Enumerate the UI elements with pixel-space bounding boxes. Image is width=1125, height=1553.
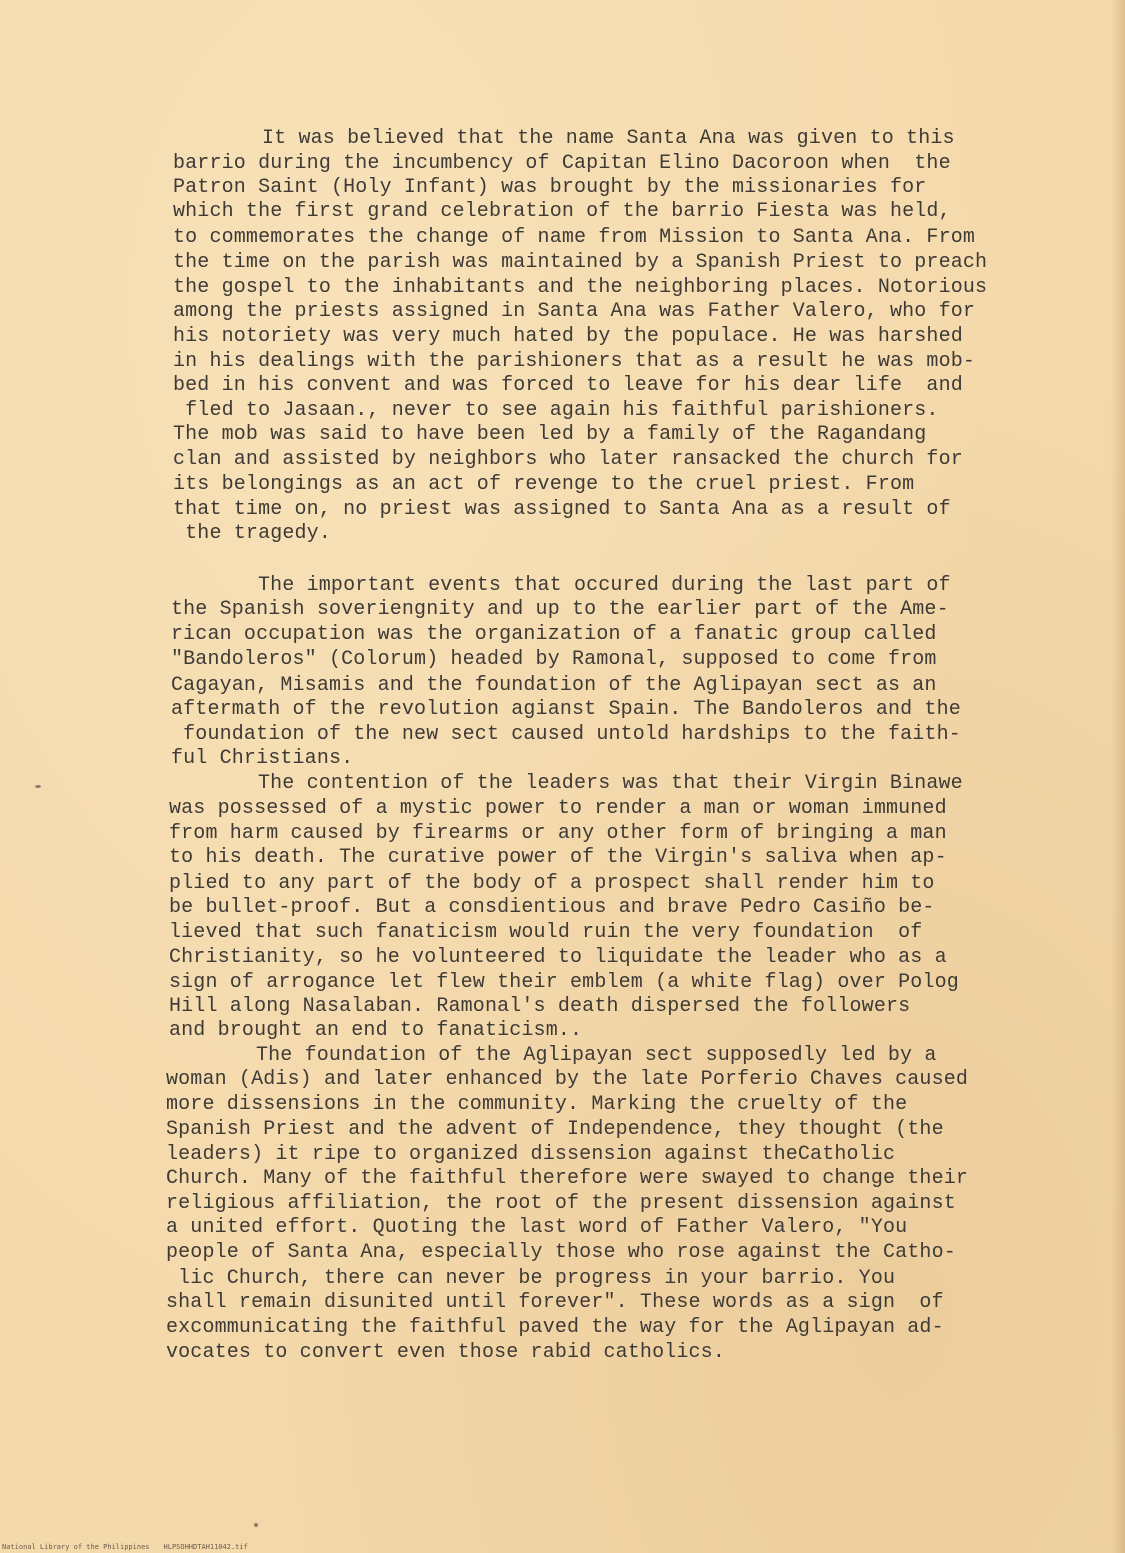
text-line: rican occupation was the organization of a fanatic group called: [171, 623, 937, 646]
text-line: Spanish Priest and the advent of Independence, they thought (the: [166, 1118, 944, 1141]
text-line: that time on, no priest was assigned to Santa Ana as a result of: [173, 498, 951, 521]
text-line: was possessed of a mystic power to render a man or woman immuned: [169, 797, 947, 820]
footer-institution: National Library of the Philippines: [2, 1543, 150, 1551]
text-line: which the first grand celebration of the barrio Fiesta was held,: [173, 200, 951, 223]
text-line: "Bandoleros" (Colorum) headed by Ramonal, supposed to come from: [171, 648, 937, 671]
text-line: to his death. The curative power of the Virgin's saliva when ap-: [169, 846, 947, 869]
text-line: Christianity, so he volunteered to liquidate the leader who as a: [169, 946, 947, 969]
text-line: bed in his convent and was forced to leave for his dear life and: [173, 374, 963, 397]
text-line: vocates to convert even those rabid catholics.: [166, 1341, 725, 1364]
text-line: woman (Adis) and later enhanced by the late Porferio Chaves caused: [166, 1068, 969, 1091]
text-line: a united effort. Quoting the last word of Father Valero, "You: [166, 1216, 908, 1239]
text-line: Hill along Nasalaban. Ramonal's death dispersed the followers: [169, 995, 911, 1018]
paper-speck: [35, 785, 41, 788]
text-line: people of Santa Ana, especially those who rose against the Catho-: [166, 1241, 956, 1264]
text-line: clan and assisted by neighbors who later ransacked the church for: [173, 448, 963, 471]
text-line: lic Church, there can never be progress in your barrio. You: [166, 1267, 896, 1290]
text-line: among the priests assigned in Santa Ana was Father Valero, who for: [173, 300, 976, 323]
text-line: leaders) it ripe to organized dissension against theCatholic: [166, 1143, 896, 1166]
text-line: It was believed that the name Santa Ana was given to this: [262, 127, 955, 150]
text-line: sign of arrogance let flew their emblem (a white flag) over Polog: [169, 971, 959, 994]
text-line: in his dealings with the parishioners that as a result he was mob-: [173, 350, 976, 373]
text-line: fled to Jasaan., never to see again his faithful parishioners.: [173, 399, 939, 422]
text-line: Cagayan, Misamis and the foundation of the Aglipayan sect as an: [171, 674, 937, 697]
text-line: foundation of the new sect caused untold hardships to the faith-: [171, 723, 961, 746]
text-line: The foundation of the Aglipayan sect supposedly led by a: [256, 1044, 937, 1067]
footer-file-id: HLPSOHHDTAH11042.tif: [163, 1543, 248, 1551]
text-line: The contention of the leaders was that their Virgin Binawe: [258, 772, 963, 795]
text-line: plied to any part of the body of a prospect shall render him to: [169, 872, 935, 895]
text-line: to commemorates the change of name from Mission to Santa Ana. From: [173, 226, 976, 249]
text-line: aftermath of the revolution agianst Spain. The Bandoleros and the: [171, 698, 961, 721]
text-line: more dissensions in the community. Marking the cruelty of the: [166, 1093, 908, 1116]
text-line: and brought an end to fanaticism..: [169, 1019, 583, 1042]
text-line: barrio during the incumbency of Capitan Elino Dacoroon when the: [173, 152, 951, 175]
text-line: excommunicating the faithful paved the way for the Aglipayan ad-: [166, 1316, 944, 1339]
text-line: its belongings as an act of revenge to the cruel priest. From: [173, 473, 915, 496]
text-line: shall remain disunited until forever". These words as a sign of: [166, 1291, 944, 1314]
text-line: lieved that such fanaticism would ruin the very foundation of: [169, 921, 923, 944]
text-line: his notoriety was very much hated by the populace. He was harshed: [173, 325, 963, 348]
text-line: ful Christians.: [171, 747, 354, 770]
text-line: the tragedy.: [173, 522, 331, 545]
text-line: The important events that occured during the last part of: [258, 574, 951, 597]
text-line: The mob was said to have been led by a family of the Ragandang: [173, 423, 927, 446]
text-line: from harm caused by firearms or any other form of bringing a man: [169, 822, 947, 845]
text-line: Church. Many of the faithful therefore were swayed to change their: [166, 1167, 969, 1190]
text-line: Patron Saint (Holy Infant) was brought by the missionaries for: [173, 176, 927, 199]
text-line: the gospel to the inhabitants and the neighboring places. Notorious: [173, 276, 988, 299]
text-line: be bullet-proof. But a consdientious and brave Pedro Casiño be-: [169, 896, 935, 919]
scan-footer: [2, 1543, 262, 1551]
paper-speck: [254, 1523, 258, 1527]
text-line: religious affiliation, the root of the present dissension against: [166, 1192, 956, 1215]
text-line: the time on the parish was maintained by a Spanish Priest to preach: [173, 251, 988, 274]
text-line: the Spanish soveriengnity and up to the earlier part of the Ame-: [171, 598, 949, 621]
